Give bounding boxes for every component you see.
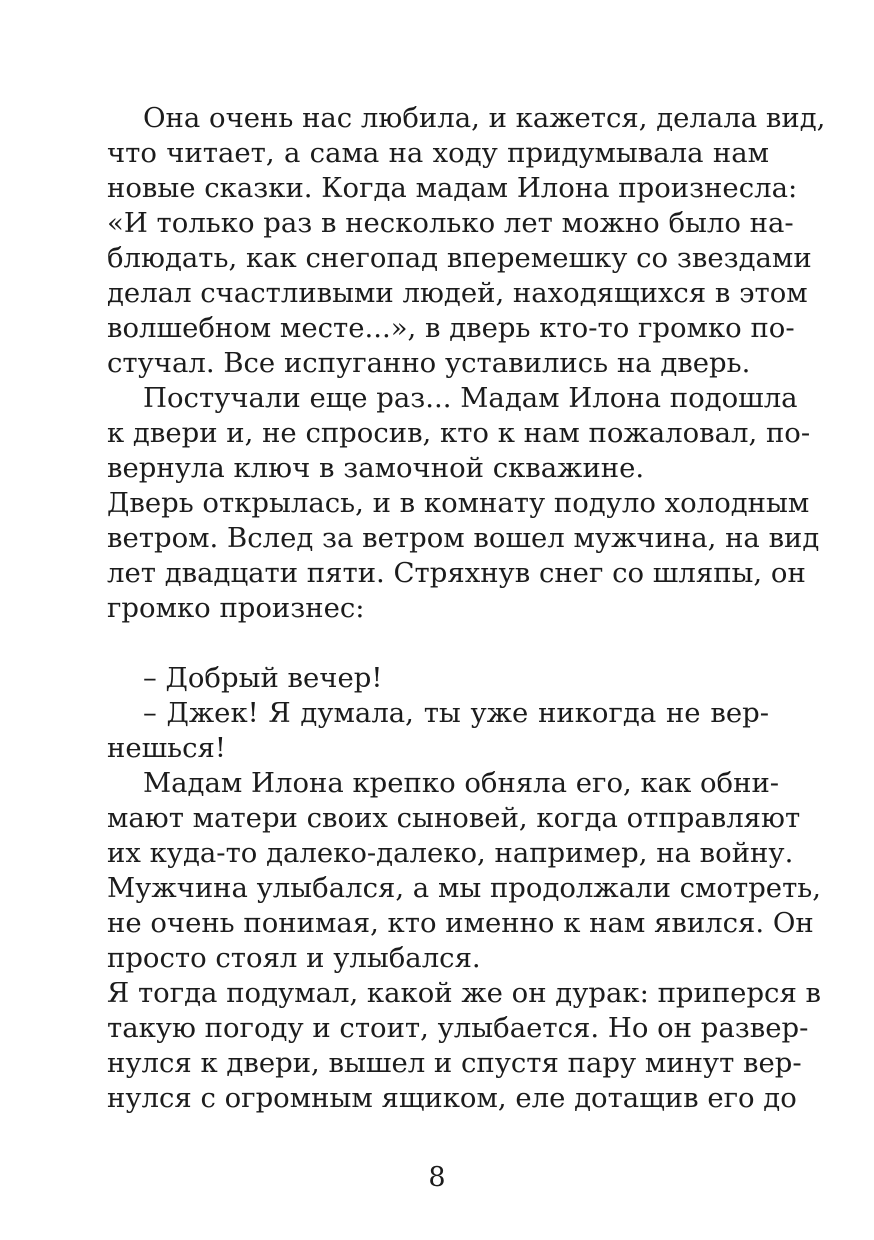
dialogue-line: нешься!: [107, 732, 226, 764]
body-text: [107, 101, 826, 1116]
text-line: Мужчина улыбался, а мы продолжали смотреть,: [107, 872, 822, 904]
text-line: стучал. Все испуганно уставились на дверь.: [107, 347, 751, 379]
text-line: просто стоял и улыбался.: [107, 942, 481, 974]
text-line: делал счастливыми людей, находящихся в этом: [107, 277, 808, 309]
text-line: Она очень нас любила, и кажется, делала вид,: [143, 102, 826, 134]
dialogue-line: – Добрый вечер!: [143, 662, 383, 694]
dialogue-line: – Джек! Я думала, ты уже никогда не вер-: [143, 697, 769, 729]
text-line: Я тогда подумал, какой же он дурак: приперся в: [107, 977, 822, 1009]
text-line: нулся к двери, вышел и спустя пару минут вер-: [107, 1047, 802, 1079]
paragraph-gap: [107, 626, 769, 661]
text-line: такую погоду и стоит, улыбается. Но он развер-: [107, 1012, 809, 1044]
text-line: их куда-то далеко-далеко, например, на войну.: [107, 837, 794, 869]
page-number: 8: [428, 1162, 446, 1193]
text-line: что читает, а сама на ходу придумывала нам: [107, 137, 769, 169]
text-line: к двери и, не спросив, кто к нам пожаловал, по-: [107, 417, 811, 449]
text-line: ветром. Вслед за ветром вошел мужчина, на вид: [107, 522, 820, 554]
text-line: Дверь открылась, и в комнату подуло холодным: [107, 487, 810, 519]
text-line: Мадам Илона крепко обняла его, как обни-: [143, 767, 780, 799]
text-line: волшебном месте...», в дверь кто-то громко по-: [107, 312, 795, 344]
text-line: Постучали еще раз... Мадам Илона подошла: [143, 382, 798, 414]
text-line: громко произнес:: [107, 592, 365, 624]
text-line: мают матери своих сыновей, когда отправляют: [107, 802, 801, 834]
text-line: вернула ключ в замочной скважине.: [107, 452, 645, 484]
text-line: блюдать, как снегопад вперемешку со звездами: [107, 242, 812, 274]
text-line: «И только раз в несколько лет можно было на-: [107, 207, 794, 239]
text-line: лет двадцати пяти. Стряхнув снег со шляпы, он: [107, 557, 806, 589]
text-line: не очень понимая, кто именно к нам явился. Он: [107, 907, 814, 939]
text-line: нулся с огромным ящиком, еле дотащив его до: [107, 1082, 797, 1114]
text-line: новые сказки. Когда мадам Илона произнесла:: [107, 172, 798, 204]
